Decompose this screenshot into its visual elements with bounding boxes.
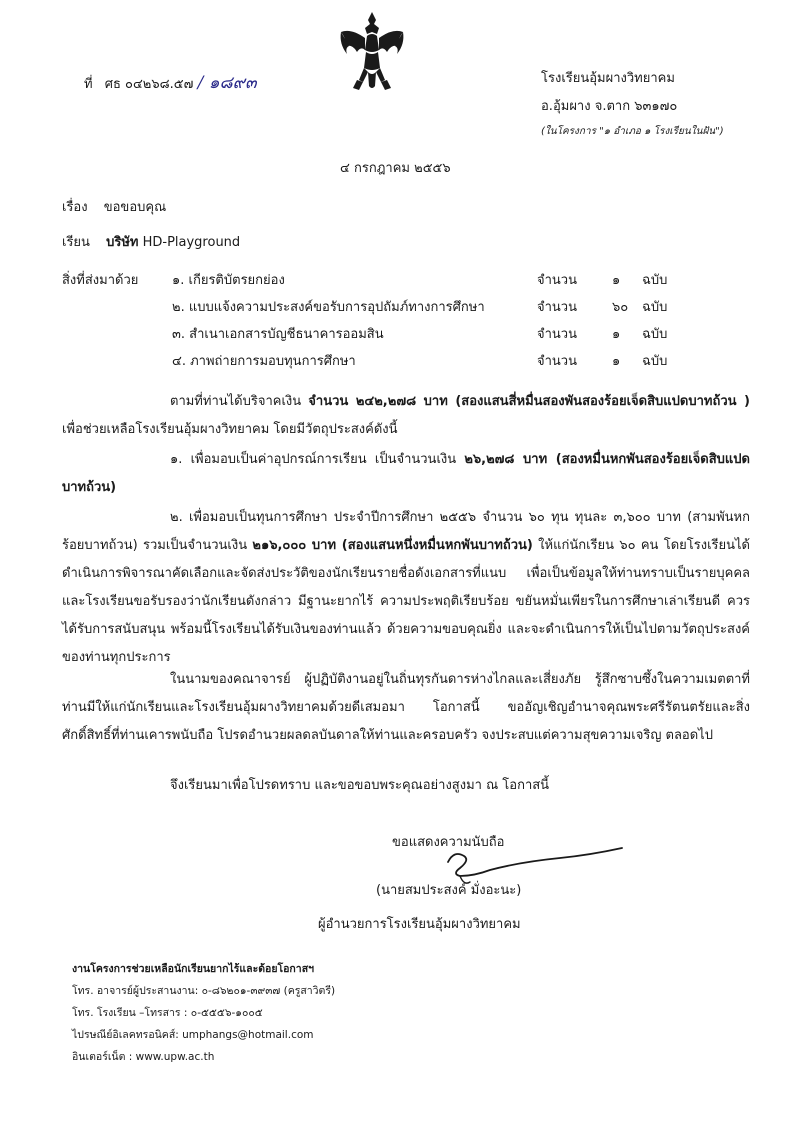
ref-label: ที่ — [84, 77, 93, 92]
attachment-qty-label: จำนวน — [537, 354, 577, 369]
project-note: (ในโครงการ "๑ อำเภอ ๑ โรงเรียนในฝัน") — [541, 126, 724, 137]
attachment-unit: ฉบับ — [642, 300, 668, 315]
garuda-emblem-icon — [337, 10, 407, 94]
subject-line — [62, 199, 166, 217]
body-paragraph-4 — [62, 666, 750, 750]
attachment-qty-label: จำนวน — [537, 300, 577, 315]
attachment-row — [62, 268, 682, 294]
footer-phone-school: โทร. โรงเรียน –โทรสาร : ๐-๕๕๕๖-๑๐๐๕ — [72, 1007, 263, 1019]
school-name: โรงเรียนอุ้มผางวิทยาคม — [541, 71, 675, 86]
attachment-row — [62, 295, 682, 321]
attachment-item: ๒. แบบแจ้งความประสงค์ขอรับการอุปถัมภ์ทางการศึกษา — [172, 300, 485, 315]
subject-label: เรื่อง — [62, 200, 88, 215]
salutation-label: เรียน — [62, 235, 90, 250]
recipient-prefix: บริษัท — [106, 235, 139, 250]
body-paragraph-2 — [62, 446, 750, 502]
p4-text: ในนามของคณาจารย์ ผู้ปฏิบัติงานอยู่ในถิ่นทุรกันดารห่างไกลและเสี่ยงภัย รู้สึกซาบซึ้งในความเมตตาที่ท่านมีให้แก่นักเรียนและโรงเรียนอุ้มผางวิทยาคมด้วยดีเสมอมา โอกาสนี้ ขออัญเชิญอำนาจคุณพระศรีรัตนตรัยและสิ่งศักดิ์สิทธิ์ที่ท่านเคารพนับถือ โปรดอำนวยผลดลบันดาลให้ท่านและครอบครัว จงประสบแต่ความสุขความเจริญ ตลอดไป — [62, 672, 750, 743]
ref-number: ศธ ๐๔๒๖๘.๕๗ — [104, 77, 194, 92]
attachment-qty: ๑ — [612, 327, 621, 342]
footer-phone-coordinator: โทร. อาจารย์ผู้ประสานงาน: ๐-๘๖๒๐๑-๓๙๓๗ (ครูสาวิตรี) — [72, 985, 336, 997]
p1-text-a: ตามที่ท่านได้บริจาคเงิน — [170, 394, 309, 409]
attachment-qty: ๖๐ — [612, 300, 629, 315]
attachment-qty: ๑ — [612, 354, 621, 369]
attachment-qty: ๑ — [612, 273, 621, 288]
p3-amount: ๒๑๖,๐๐๐ บาท (สองแสนหนึ่งหมื่นหกพันบาทถ้วน) — [252, 538, 533, 553]
reference-line — [84, 74, 257, 94]
signatory-title: ผู้อำนวยการโรงเรียนอุ้มผางวิทยาคม — [318, 917, 521, 932]
p1-amount: จำนวน ๒๔๒,๒๗๘ บาท (สองแสนสี่หมื่นสองพันสองร้อยเจ็ดสิบแปดบาทถ้วน ) — [308, 394, 750, 409]
body-paragraph-1 — [62, 388, 750, 444]
salutation-line — [62, 234, 240, 252]
attachment-unit: ฉบับ — [642, 354, 668, 369]
signatory-name: (นายสมประสงค์ มั่งอะนะ) — [376, 883, 522, 898]
attachment-qty-label: จำนวน — [537, 273, 577, 288]
subject-value: ขอขอบคุณ — [103, 200, 167, 215]
body-paragraph-5 — [62, 772, 750, 800]
attachment-qty-label: จำนวน — [537, 327, 577, 342]
attachment-item: ๓. สำเนาเอกสารบัญชีธนาคารออมสิน — [172, 327, 384, 342]
footer-email: ไปรษณีย์อิเลคทรอนิคส์: umphangs@hotmail.com — [72, 1029, 314, 1041]
ref-handwritten: / ๑๘๙๓ — [197, 73, 257, 93]
attachment-item: ๔. ภาพถ่ายการมอบทุนการศึกษา — [172, 354, 356, 369]
p3-text-c: ให้แก่นักเรียน ๖๐ คน โดยโรงเรียนได้ดำเนินการพิจารณาคัดเลือกและจัดส่งประวัติของนักเรียนรายชื่อดังเอกสารที่แนบ เพื่อเป็นข้อมูลให้ท่านทราบเป็นรายบุคคล และโรงเรียนขอรับรองว่านักเรียนดังกล่าว มีฐานะยากไร้ ความประพฤติเรียบร้อย ขยันหมั่นเพียรในการศึกษาเล่าเรียนดี ควรได้รับการสนับสนุน พร้อมนี้โรงเรียนได้รับเงินของท่านแล้ว ด้วยความขอบคุณยิ่ง และจะดำเนินการให้เป็นไปตามวัตถุประสงค์ของท่านทุกประการ — [62, 538, 750, 665]
recipient-name: HD-Playground — [142, 235, 241, 250]
attachments-label: สิ่งที่ส่งมาด้วย — [62, 273, 139, 288]
contact-footer — [72, 958, 335, 1068]
attachment-row — [62, 349, 682, 375]
closing-regards: ขอแสดงความนับถือ — [392, 835, 505, 850]
p1-text-c: เพื่อช่วยเหลือโรงเรียนอุ้มผางวิทยาคม โดยมีวัตถุประสงค์ดังนี้ — [62, 422, 398, 437]
p5-text: จึงเรียนมาเพื่อโปรดทราบ และขอขอบพระคุณอย่างสูงมา ณ โอกาสนี้ — [170, 778, 550, 793]
attachment-unit: ฉบับ — [642, 327, 668, 342]
attachment-unit: ฉบับ — [642, 273, 668, 288]
p2-amount: ๒๖,๒๗๘ บาท (สองหมื่นหกพันสองร้อยเจ็ดสิบแปดบาทถ้วน) — [62, 452, 750, 495]
attachment-item: ๑. เกียรติบัตรยกย่อง — [172, 273, 285, 288]
footer-unit: งานโครงการช่วยเหลือนักเรียนยากไร้และด้อยโอกาสฯ — [72, 963, 314, 975]
footer-website: อินเตอร์เน็ต : www.upw.ac.th — [72, 1051, 215, 1063]
p2-text-a: ๑. เพื่อมอบเป็นค่าอุปกรณ์การเรียน เป็นจำนวนเงิน — [170, 452, 465, 467]
p3-text-a: ๒. เพื่อมอบเป็นทุนการศึกษา ประจำปีการศึกษา ๒๕๕๖ จำนวน ๖๐ ทุน ทุนละ ๓,๖๐๐ บาท (สามพันหกร้อยบาทถ้วน) รวมเป็นจำนวนเงิน — [62, 510, 750, 553]
school-address: อ.อุ้มผาง จ.ตาก ๖๓๑๗๐ — [541, 99, 678, 114]
letter-date: ๔ กรกฎาคม ๒๕๕๖ — [340, 161, 451, 176]
body-paragraph-3 — [62, 504, 750, 672]
attachment-row — [62, 322, 682, 348]
